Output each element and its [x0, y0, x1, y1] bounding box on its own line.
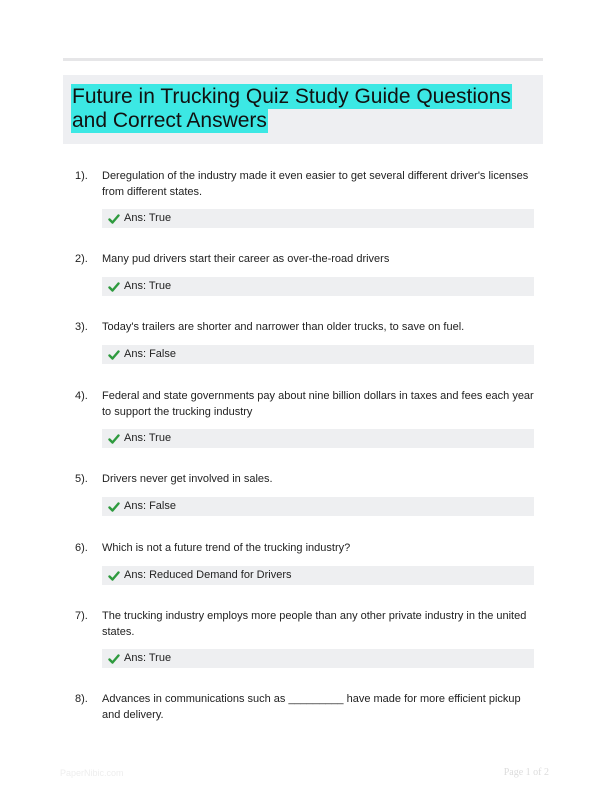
question-text: Drivers never get involved in sales. [102, 473, 273, 485]
page-number: Page 1 of 2 [503, 767, 549, 778]
answer-box [102, 277, 534, 296]
footer-site: PaperNibic.com [60, 768, 124, 778]
question-number: 6). [75, 542, 88, 554]
answer-text: Ans: True [124, 432, 172, 444]
check-icon [108, 349, 120, 361]
question-number: 8). [75, 693, 88, 705]
question-text: Which is not a future trend of the trucking industry? [102, 542, 351, 554]
top-divider [63, 58, 543, 61]
answer-text: Ans: True [124, 280, 172, 292]
check-icon [108, 570, 120, 582]
title-box [63, 75, 543, 144]
check-icon [108, 281, 120, 293]
answer-box [102, 345, 534, 364]
check-icon [108, 501, 120, 513]
page-title: Future in Trucking Quiz Study Guide Questions and Correct Answers [72, 85, 511, 132]
question-number: 5). [75, 473, 88, 485]
question-text: Today's trailers are shorter and narrower than older trucks, to save on fuel. [102, 321, 465, 333]
answer-text: Ans: True [124, 212, 172, 224]
question-text: Advances in communications such as _________ have made for more efficient pickup and delivery. [102, 693, 521, 721]
answer-box [102, 429, 534, 448]
question-text: Federal and state governments pay about nine billion dollars in taxes and fees each year to support the trucking industry [102, 390, 534, 418]
question-number: 7). [75, 610, 88, 622]
answer-text: Ans: Reduced Demand for Drivers [124, 569, 292, 581]
question-text: The trucking industry employs more people than any other private industry in the united states. [102, 610, 527, 638]
question-text: Many pud drivers start their career as over-the-road drivers [102, 253, 390, 265]
question-number: 4). [75, 390, 88, 402]
question-number: 2). [75, 253, 88, 265]
answer-text: Ans: True [124, 652, 172, 664]
check-icon [108, 433, 120, 445]
answer-text: Ans: False [124, 500, 176, 512]
question-number: 1). [75, 170, 88, 182]
check-icon [108, 653, 120, 665]
answer-box [102, 649, 534, 668]
check-icon [108, 213, 120, 225]
answer-box [102, 566, 534, 585]
question-text: Deregulation of the industry made it even easier to get several different driver's licenses from different states. [102, 170, 529, 198]
answer-box [102, 209, 534, 228]
answer-box [102, 497, 534, 516]
answer-text: Ans: False [124, 348, 176, 360]
question-number: 3). [75, 321, 88, 333]
